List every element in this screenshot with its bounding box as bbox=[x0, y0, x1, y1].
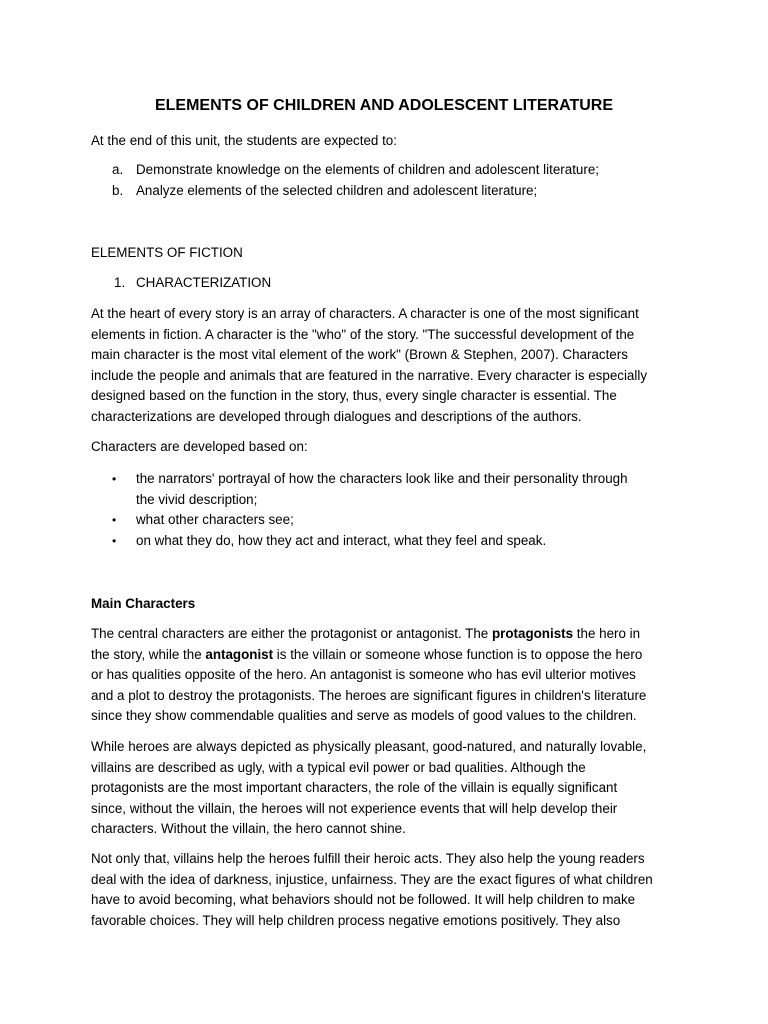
paragraph-villains-role bbox=[91, 849, 683, 931]
paragraph-heroes-villains bbox=[91, 737, 683, 840]
text-line bbox=[91, 645, 683, 666]
text-line: elements in fiction. A character is the "who" of the story. "The successful development of the bbox=[91, 326, 635, 342]
text-line: and a plot to destroy the protagonists. The heroes are significant figures in children's literature bbox=[91, 687, 647, 703]
text-line: include the people and animals that are featured in the narrative. Every character is especially bbox=[91, 367, 648, 383]
developed-intro-text: Characters are developed based on: bbox=[91, 439, 308, 454]
number-marker: 1. bbox=[114, 275, 126, 290]
text-line: At the heart of every story is an array of characters. A character is one of the most significant bbox=[91, 306, 639, 321]
text-line: main character is the most vital element of the work" (Brown & Stephen, 2007). Characters bbox=[91, 347, 628, 363]
text-line bbox=[91, 624, 683, 645]
bold-term: antagonist bbox=[205, 646, 274, 662]
text-line: the vivid description; bbox=[136, 491, 258, 507]
paragraph-characterization bbox=[91, 304, 683, 428]
text-run: the story, while the bbox=[91, 646, 206, 662]
bullet-marker: • bbox=[112, 533, 117, 548]
list-item-text: Analyze elements of the selected children and adolescent literature; bbox=[136, 182, 538, 198]
text-line: characters. Without the villain, the hero cannot shine. bbox=[91, 821, 406, 837]
text-line: protagonists are the most important characters, the role of the villain is equally significant bbox=[91, 780, 618, 796]
text-line: While heroes are always depicted as physically pleasant, good-natured, and naturally lovable, bbox=[91, 739, 647, 754]
text-line: or has qualities opposite of the hero. An antagonist is someone who has evil ulterior motives bbox=[91, 667, 636, 683]
section-heading bbox=[91, 243, 683, 264]
text-line: Not only that, villains help the heroes fulfill their heroic acts. They also help the young readers bbox=[91, 851, 645, 866]
bullet-marker: • bbox=[112, 472, 117, 486]
text-line: villains are described as ugly, with a typical evil power or bad qualities. Although the bbox=[91, 759, 586, 775]
text-line: have to avoid becoming, what behaviors should not be followed. It will help children to make bbox=[91, 892, 636, 908]
text-line: favorable choices. They will help children process negative emotions positively. They also bbox=[91, 912, 621, 928]
numbered-heading-text: CHARACTERIZATION bbox=[136, 275, 272, 290]
numbered-heading bbox=[91, 273, 683, 294]
objectives-list bbox=[91, 160, 683, 201]
text-line: since they show commendable qualities and serve as models of good values to the children. bbox=[91, 708, 637, 724]
bold-term: protagonists bbox=[491, 626, 574, 641]
text-line: the narrators' portrayal of how the characters look like and their personality through bbox=[136, 471, 628, 486]
text-line: what other characters see; bbox=[136, 512, 294, 528]
text-line: on what they do, how they act and interact, what they feel and speak. bbox=[136, 532, 547, 548]
list-marker: a. bbox=[112, 162, 124, 177]
text-line: since, without the villain, the heroes will not experience events that will help develop their bbox=[91, 800, 618, 816]
intro-text: At the end of this unit, the students are expected to: bbox=[91, 133, 397, 148]
text-run: is the villain or someone whose function is to oppose the hero bbox=[273, 646, 643, 662]
list-item bbox=[91, 469, 683, 510]
page-title: ELEMENTS OF CHILDREN AND ADOLESCENT LITERATURE bbox=[154, 97, 614, 114]
bullet-marker: • bbox=[112, 513, 117, 528]
text-run: the hero in bbox=[573, 626, 641, 641]
main-characters-heading bbox=[91, 594, 683, 615]
list-item bbox=[91, 531, 683, 552]
list-item bbox=[91, 160, 683, 181]
paragraph-main-characters bbox=[91, 624, 683, 727]
text-run: The central characters are either the protagonist or antagonist. The bbox=[91, 626, 492, 641]
developed-intro bbox=[91, 437, 683, 458]
list-item bbox=[91, 510, 683, 531]
text-line: deal with the idea of darkness, injustice, unfairness. They are the exact figures of what children bbox=[91, 871, 653, 887]
section-heading-text: ELEMENTS OF FICTION bbox=[91, 245, 243, 260]
list-marker: b. bbox=[112, 182, 124, 198]
intro-paragraph bbox=[91, 131, 683, 152]
list-item-text: Demonstrate knowledge on the elements of children and adolescent literature; bbox=[136, 162, 599, 177]
text-line: designed based on the function in the story, thus, every single character is essential. The bbox=[91, 388, 617, 404]
bullet-list bbox=[91, 469, 683, 551]
numbered-heading-item bbox=[91, 273, 683, 294]
list-item bbox=[91, 181, 683, 202]
text-line: characterizations are developed through dialogues and descriptions of the authors. bbox=[91, 408, 582, 424]
subheading-text: Main Characters bbox=[91, 596, 196, 611]
